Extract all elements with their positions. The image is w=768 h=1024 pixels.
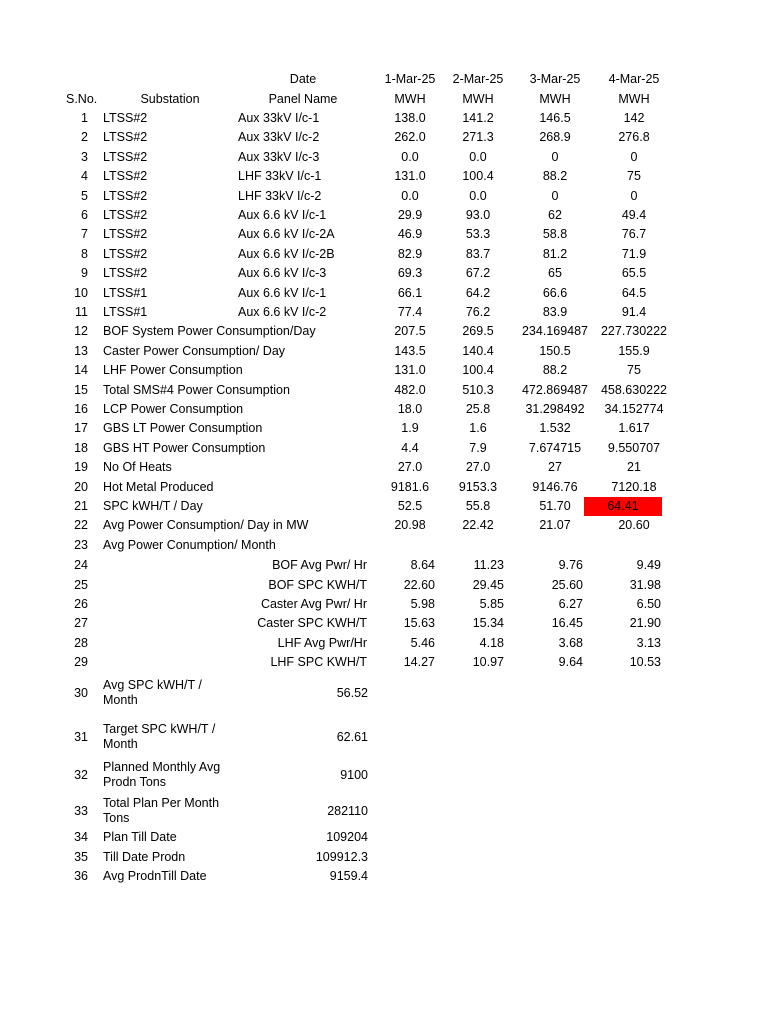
row-number: 20 [74,480,88,494]
value-cell: 65.5 [621,266,647,280]
panel-name-cell: Aux 6.6 kV I/c-1 [238,286,327,300]
row-number: 18 [74,441,88,455]
row-number: 19 [74,460,88,474]
value-cell: 4.18 [479,636,504,650]
value-cell: 52.5 [397,499,423,513]
monthly-label-line-1: Avg SPC kWH/T / [103,678,202,692]
summary-label: Hot Metal Produced [103,480,214,494]
value-cell: 81.2 [542,247,568,261]
panel-name-cell: Aux 6.6 kV I/c-3 [238,266,327,280]
value-cell: 143.5 [394,344,426,358]
value-cell [440,537,516,553]
row-number: 9 [81,266,88,280]
value-cell: 9153.3 [458,480,498,494]
value-cell: 276.8 [618,130,650,144]
value-cell: 58.8 [542,227,568,241]
value-cell: 65 [548,266,562,280]
value-cell: 3.13 [636,636,661,650]
value-cell: 69.3 [397,266,423,280]
unit-col-2: MWH [462,92,494,106]
summary-label: Avg Power Consumption/ Day in MW [103,518,309,532]
value-cell: 10.53 [629,655,661,669]
monthly-value: 56.52 [336,686,368,700]
value-cell: 100.4 [462,363,494,377]
substation-cell: LTSS#2 [103,130,148,144]
monthly-label-line-1: Planned Monthly Avg [103,760,221,774]
row-number: 32 [74,768,88,782]
value-cell: 21.07 [539,518,571,532]
value-cell: 77.4 [397,305,423,319]
value-cell: 66.6 [542,286,568,300]
row-number: 33 [74,804,88,818]
row-number: 17 [74,421,88,435]
monthly-label-line-1: Avg ProdnTill Date [103,869,207,883]
row-number: 11 [75,305,88,319]
monthly-label-line-2: Prodn Tons [103,775,167,789]
row-number: 26 [74,597,88,611]
substation-cell: LTSS#2 [103,247,148,261]
value-cell: 1.617 [618,421,650,435]
value-cell: 271.3 [462,130,494,144]
monthly-value: 109912.3 [315,850,368,864]
highlighted-value-cell: 64.41 [584,497,662,516]
substation-cell: LTSS#2 [103,169,148,183]
value-cell: 0.0 [401,189,419,203]
value-cell: 31.98 [629,578,661,592]
value-cell [517,537,593,553]
value-cell: 142 [623,111,645,125]
summary-label: GBS HT Power Consumption [103,441,266,455]
avg-label: BOF Avg Pwr/ Hr [272,558,367,572]
panel-name-cell: Aux 33kV I/c-2 [238,130,320,144]
value-cell: 0 [630,150,638,164]
row-number: 24 [74,558,88,572]
value-cell: 155.9 [618,344,650,358]
value-cell: 64.2 [465,286,491,300]
row-number: 22 [74,518,88,532]
row-number: 25 [74,578,88,592]
panel-name-cell: Aux 6.6 kV I/c-2A [238,227,335,241]
value-cell: 3.68 [558,636,583,650]
value-cell: 9.550707 [607,441,661,455]
value-cell: 34.152774 [604,402,664,416]
value-cell: 51.70 [539,499,571,513]
row-number: 21 [74,499,88,513]
value-cell: 0 [551,150,559,164]
value-cell: 83.9 [542,305,568,319]
value-cell: 21.90 [629,616,661,630]
value-cell: 88.2 [542,169,568,183]
value-cell: 131.0 [394,169,426,183]
panel-name-cell: Aux 6.6 kV I/c-2 [238,305,327,319]
substation-cell: LTSS#1 [103,305,148,319]
monthly-value: 282110 [327,804,368,818]
avg-label: Caster Avg Pwr/ Hr [260,597,367,611]
row-number: 28 [74,636,88,650]
row-number: 13 [74,344,88,358]
summary-label: Total SMS#4 Power Consumption [103,383,290,397]
value-cell: 0 [630,189,638,203]
value-cell: 29.45 [472,578,504,592]
value-cell: 100.4 [462,169,494,183]
value-cell: 20.98 [394,518,426,532]
value-cell: 0 [551,189,559,203]
summary-label: LCP Power Consumption [103,402,244,416]
value-cell: 268.9 [539,130,571,144]
panel-name-cell: Aux 33kV I/c-1 [238,111,320,125]
value-cell: 482.0 [394,383,426,397]
value-cell: 75 [627,363,641,377]
unit-col-3: MWH [539,92,571,106]
row-number: 7 [81,227,88,241]
monthly-label-line-1: Target SPC kWH/T / [103,722,216,736]
value-cell: 49.4 [621,208,647,222]
unit-col-4: MWH [618,92,650,106]
value-cell: 1.532 [539,421,571,435]
avg-label: BOF SPC KWH/T [268,578,367,592]
value-cell: 27.0 [465,460,491,474]
value-cell: 269.5 [462,324,494,338]
monthly-value: 9159.4 [329,869,368,883]
panel-name-cell: Aux 33kV I/c-3 [238,150,320,164]
value-cell: 146.5 [539,111,571,125]
row-number: 23 [74,538,88,552]
value-cell: 9181.6 [390,480,430,494]
monthly-label-line-1: Plan Till Date [103,830,177,844]
value-cell: 1.9 [401,421,419,435]
row-number: 16 [74,402,88,416]
value-cell: 88.2 [542,363,568,377]
value-cell: 7120.18 [611,480,657,494]
substation-header: Substation [140,92,200,106]
row-number: 35 [74,850,88,864]
value-cell [596,537,672,553]
value-cell: 76.2 [465,305,491,319]
value-cell: 55.8 [465,499,491,513]
substation-cell: LTSS#2 [103,266,148,280]
value-cell: 9.76 [558,558,583,572]
value-cell: 20.60 [618,518,650,532]
row-number: 34 [74,830,88,844]
value-cell: 9.49 [636,558,661,572]
value-cell: 207.5 [394,324,426,338]
row-number: 36 [74,869,88,883]
value-cell: 510.3 [462,383,494,397]
value-cell: 8.64 [410,558,435,572]
value-cell: 22.60 [403,578,435,592]
avg-label: LHF SPC KWH/T [270,655,367,669]
value-cell: 31.298492 [525,402,585,416]
sno-header: S.No. [66,92,98,106]
value-cell: 150.5 [539,344,571,358]
row-number: 14 [74,363,88,377]
row-number: 15 [74,383,88,397]
value-cell: 25.8 [465,402,491,416]
value-cell: 15.34 [472,616,504,630]
substation-cell: LTSS#2 [103,150,148,164]
value-cell: 138.0 [394,111,426,125]
row-number: 31 [74,730,88,744]
value-cell: 5.85 [479,597,504,611]
row-number: 6 [81,208,88,222]
monthly-label-line-2: Tons [103,811,130,825]
value-cell: 18.0 [397,402,423,416]
value-cell: 458.630222 [600,383,668,397]
value-cell: 75 [627,169,641,183]
value-cell: 11.23 [473,558,504,572]
value-cell: 9.64 [558,655,583,669]
monthly-label-line-2: Month [103,693,138,707]
value-cell: 131.0 [394,363,426,377]
value-cell: 234.169487 [521,324,589,338]
value-cell: 6.50 [636,597,661,611]
row-number: 8 [81,247,88,261]
summary-label: Caster Power Consumption/ Day [103,344,286,358]
value-cell: 0.0 [401,150,419,164]
value-cell: 46.9 [397,227,423,241]
value-cell: 9146.76 [532,480,578,494]
monthly-label-line-2: Month [103,737,138,751]
value-cell: 67.2 [465,266,491,280]
value-cell: 62 [548,208,562,222]
monthly-value: 62.61 [336,730,368,744]
row-number: 27 [74,616,88,630]
value-cell: 7.674715 [528,441,582,455]
value-cell: 15.63 [403,616,435,630]
value-cell: 66.1 [397,286,423,300]
value-cell: 82.9 [397,247,423,261]
value-cell: 14.27 [403,655,435,669]
unit-col-1: MWH [394,92,426,106]
value-cell: 4.4 [401,441,419,455]
value-cell: 91.4 [621,305,647,319]
summary-label: LHF Power Consumption [103,363,243,377]
monthly-label-line-1: Till Date Prodn [103,850,186,864]
value-cell [372,537,448,553]
value-cell: 71.9 [621,247,647,261]
summary-label: No Of Heats [103,460,172,474]
row-number: 3 [81,150,88,164]
value-cell: 141.2 [462,111,494,125]
value-cell: 5.46 [410,636,435,650]
value-cell: 53.3 [465,227,491,241]
date-col-4: 4-Mar-25 [608,72,660,86]
value-cell: 93.0 [465,208,491,222]
avg-label: Caster SPC KWH/T [257,616,367,630]
value-cell: 1.6 [469,421,487,435]
date-label: Date [289,72,317,86]
row-number: 5 [81,189,88,203]
summary-label: GBS LT Power Consumption [103,421,263,435]
value-cell: 262.0 [394,130,426,144]
panel-name-cell: Aux 6.6 kV I/c-1 [238,208,327,222]
value-cell: 16.45 [551,616,583,630]
value-cell: 64.5 [621,286,647,300]
date-col-1: 1-Mar-25 [384,72,436,86]
summary-label: Avg Power Conumption/ Month [103,538,276,552]
value-cell: 140.4 [462,344,494,358]
value-cell: 27.0 [397,460,423,474]
avg-label: LHF Avg Pwr/Hr [277,636,367,650]
value-cell: 29.9 [397,208,423,222]
date-col-3: 3-Mar-25 [529,72,581,86]
value-cell: 25.60 [551,578,583,592]
value-cell: 472.869487 [521,383,589,397]
panel-name-cell: LHF 33kV I/c-1 [238,169,322,183]
row-number: 1 [81,111,88,125]
date-col-2: 2-Mar-25 [452,72,504,86]
summary-label: SPC kWH/T / Day [103,499,203,513]
panel-name-cell: Aux 6.6 kV I/c-2B [238,247,335,261]
row-number: 4 [81,169,88,183]
value-cell: 21 [627,460,641,474]
substation-cell: LTSS#2 [103,227,148,241]
value-cell: 22.42 [462,518,494,532]
summary-label: BOF System Power Consumption/Day [103,324,316,338]
value-cell: 83.7 [465,247,491,261]
panel-header: Panel Name [268,92,338,106]
substation-cell: LTSS#1 [103,286,148,300]
substation-cell: LTSS#2 [103,208,148,222]
value-cell: 76.7 [621,227,647,241]
row-number: 30 [74,686,88,700]
substation-cell: LTSS#2 [103,111,148,125]
value-cell: 0.0 [469,189,487,203]
value-cell: 10.97 [472,655,504,669]
value-cell: 5.98 [410,597,435,611]
monthly-label-line-1: Total Plan Per Month [103,796,220,810]
value-cell: 7.9 [469,441,487,455]
value-cell: 27 [548,460,562,474]
substation-cell: LTSS#2 [103,189,148,203]
value-cell: 6.27 [558,597,583,611]
monthly-value: 109204 [326,830,368,844]
value-cell: 0.0 [469,150,487,164]
panel-name-cell: LHF 33kV I/c-2 [238,189,322,203]
row-number: 2 [81,130,88,144]
row-number: 10 [74,286,88,300]
value-cell: 227.730222 [600,324,668,338]
row-number: 29 [74,655,88,669]
monthly-value: 9100 [340,768,368,782]
row-number: 12 [74,324,88,338]
